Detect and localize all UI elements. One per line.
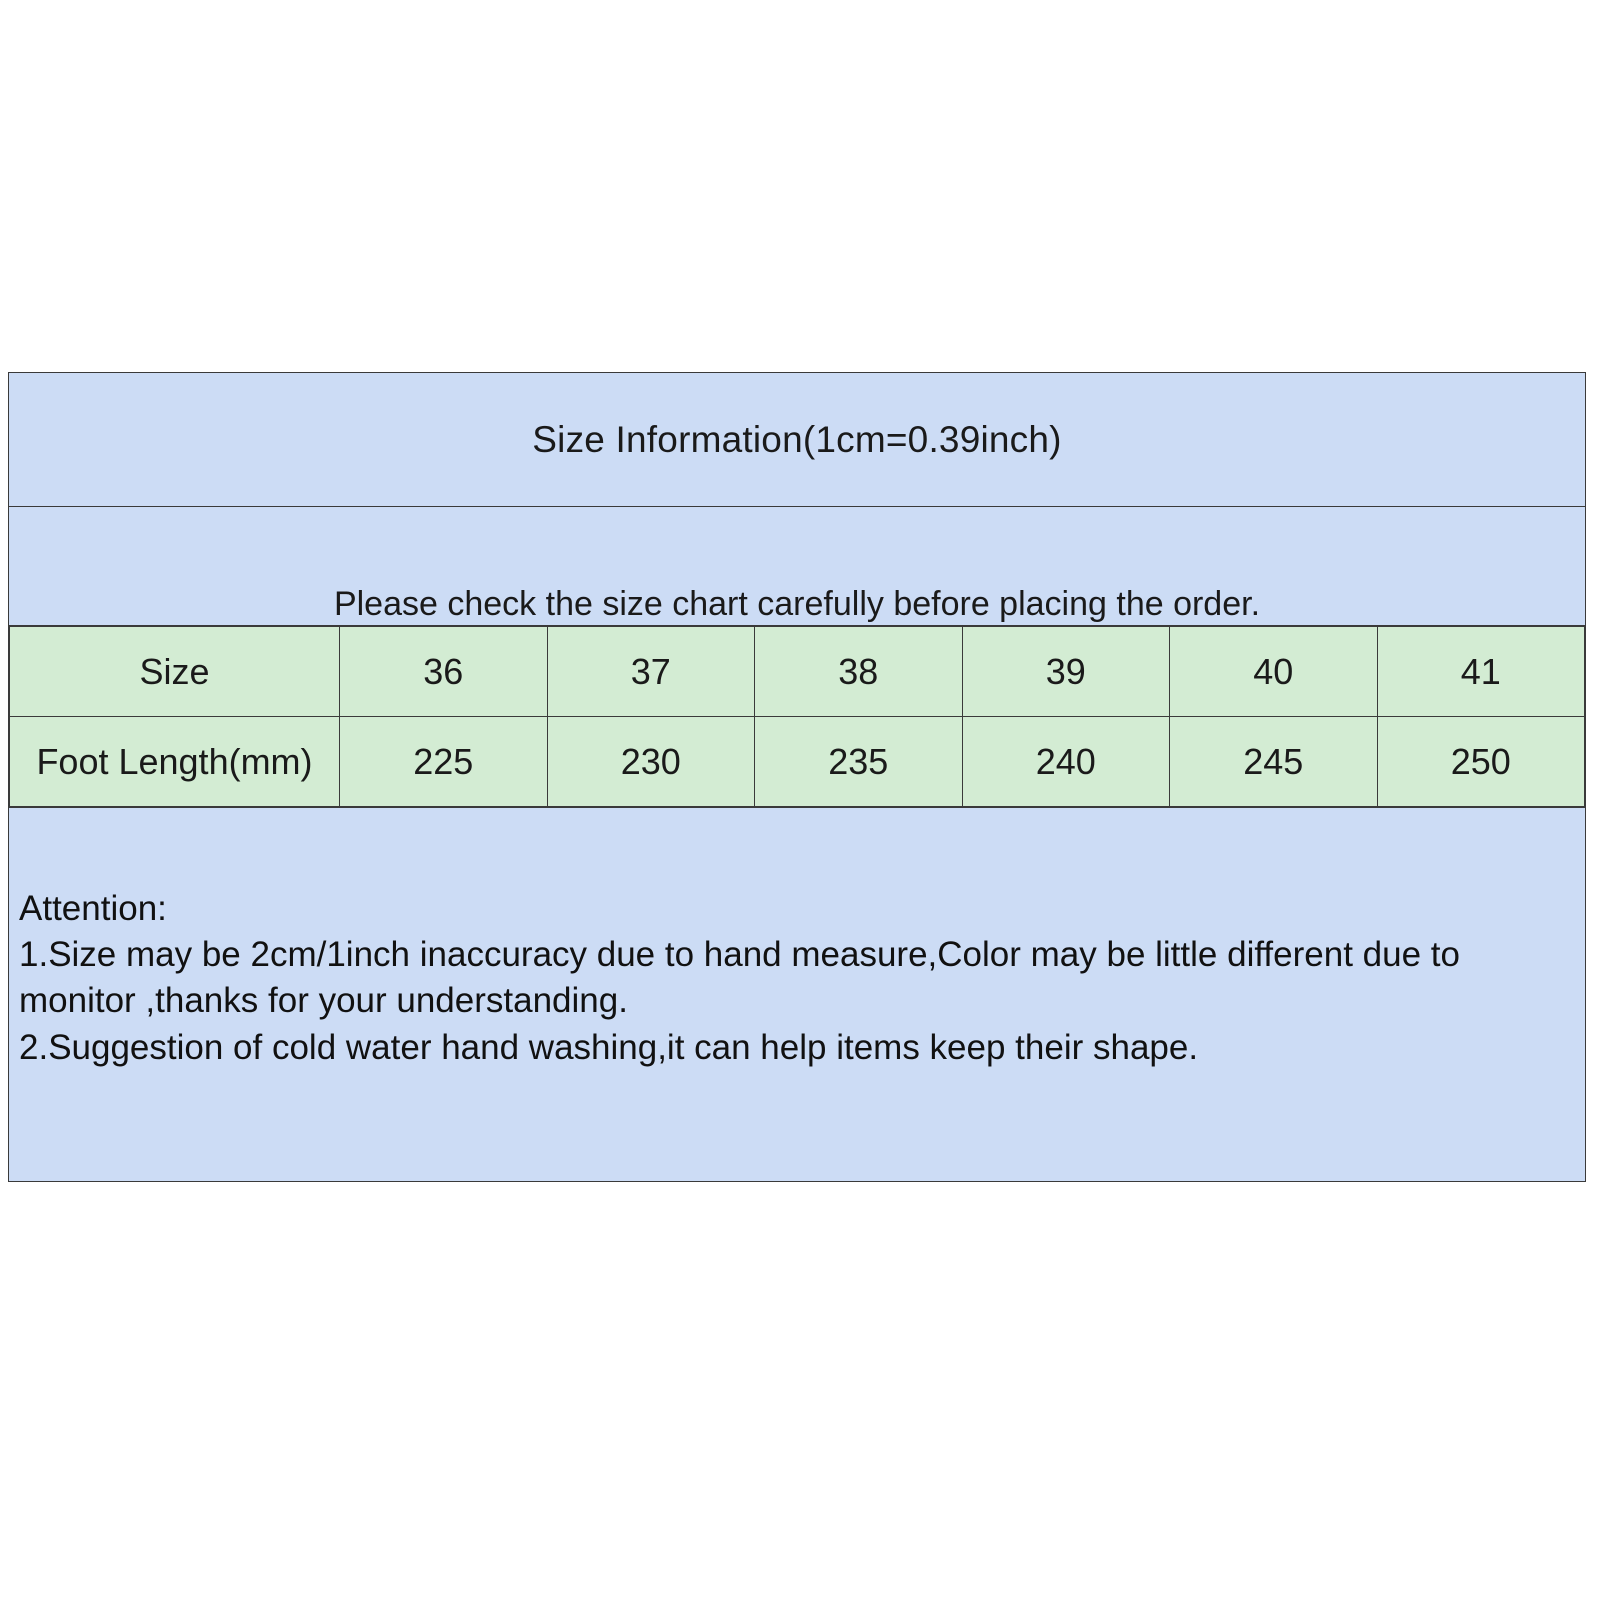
- notice-band: [9, 507, 1585, 626]
- foot-length-cell: 235: [755, 717, 963, 807]
- foot-length-cell: 225: [340, 717, 548, 807]
- foot-length-cell: 245: [1170, 717, 1378, 807]
- foot-length-cell: 250: [1377, 717, 1585, 807]
- size-cell: 39: [962, 627, 1170, 717]
- table-row: [10, 717, 1585, 807]
- attention-heading: Attention:: [19, 889, 167, 928]
- attention-line-1: 1.Size may be 2cm/1inch inaccuracy due to hand measure,Color may be little different due to: [19, 935, 1460, 975]
- size-chart-notice: Please check the size chart carefully before placing the order.: [333, 585, 1261, 624]
- attention-band: [9, 807, 1585, 1181]
- title-band: [9, 373, 1585, 507]
- size-table: [9, 626, 1585, 807]
- attention-line-1-cont: monitor ,thanks for your understanding.: [19, 981, 628, 1021]
- page-title: Size Information(1cm=0.39inch): [532, 418, 1062, 460]
- foot-length-cell: 230: [547, 717, 755, 807]
- size-cell: 37: [547, 627, 755, 717]
- size-chart-container: [8, 372, 1586, 1182]
- size-cell: 40: [1170, 627, 1378, 717]
- size-cell: 41: [1377, 627, 1585, 717]
- size-cell: 38: [755, 627, 963, 717]
- attention-line-2: 2.Suggestion of cold water hand washing,it can help items keep their shape.: [19, 1027, 1199, 1067]
- row-header-foot-length: Foot Length(mm): [10, 717, 340, 807]
- size-cell: 36: [340, 627, 548, 717]
- row-header-size: Size: [10, 627, 340, 717]
- table-row: [10, 627, 1585, 717]
- foot-length-cell: 240: [962, 717, 1170, 807]
